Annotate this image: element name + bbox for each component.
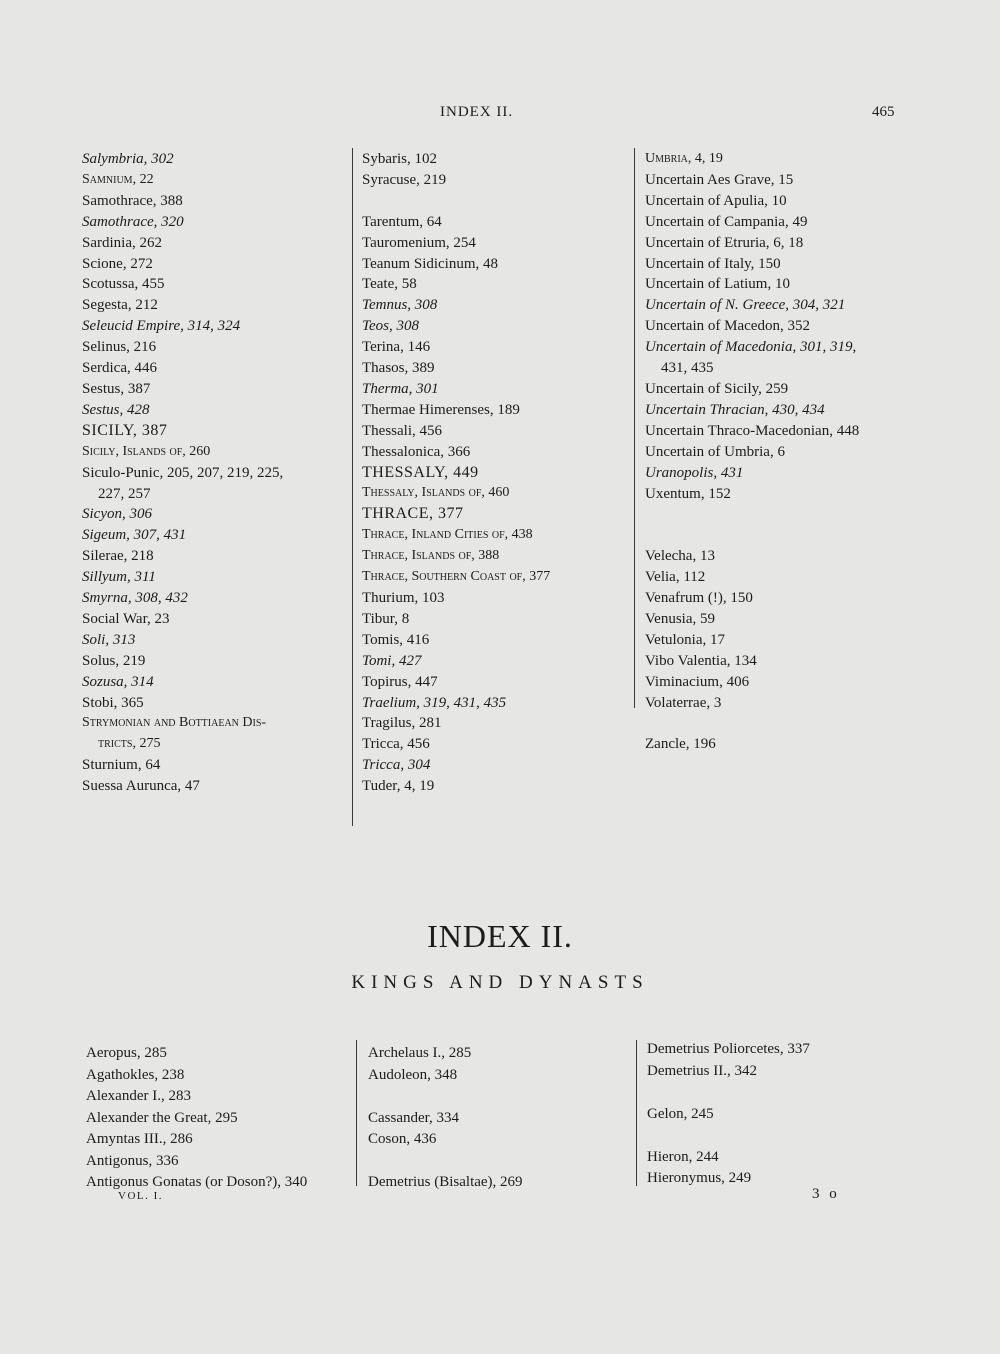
index-entry: tricts, 275: [98, 736, 161, 752]
index-entry: Social War, 23: [82, 610, 170, 627]
index-entry: Sturnium, 64: [82, 757, 161, 774]
index-entry: Demetrius (Bisaltae), 269: [368, 1174, 523, 1190]
index-entry: Therma, 301: [362, 380, 439, 397]
index-entry: Thurium, 103: [362, 590, 445, 607]
spacer: [645, 504, 859, 525]
index-entry: Uranopolis, 431: [645, 464, 744, 481]
index-entry: Tragilus, 281: [362, 715, 442, 732]
index-entry: Tuder, 4, 19: [362, 778, 435, 795]
index-entry: Thrace, Southern Coast of, 377: [362, 569, 551, 585]
index-entry: Tibur, 8: [362, 610, 410, 627]
volume-signature: VOL. I.: [118, 1190, 164, 1202]
column-divider: [634, 148, 635, 708]
section-subtitle: KINGS AND DYNASTS: [351, 972, 649, 993]
index-entry: Uncertain of Macedonia, 301, 319,: [645, 339, 857, 356]
index-entry: Siculo-Punic, 205, 207, 219, 225,: [82, 464, 284, 481]
sheet-mark: 3 o: [812, 1186, 840, 1202]
index-entry: Uncertain Thraco-Macedonian, 448: [645, 422, 860, 439]
index-entry: Smyrna, 308, 432: [82, 590, 188, 607]
index-entry: Teate, 58: [362, 276, 417, 293]
index-entry: Venusia, 59: [645, 610, 715, 627]
index-entry: Demetrius Poliorcetes, 337: [647, 1041, 810, 1057]
index-entry: Tomis, 416: [362, 631, 430, 648]
index-entry: Sybaris, 102: [362, 151, 437, 167]
index-entry: Uxentum, 152: [645, 485, 731, 502]
kings-column-3: [647, 1039, 810, 1190]
index-entry: 227, 257: [98, 485, 151, 502]
index-entry: Alexander I., 283: [86, 1088, 191, 1104]
index-column-3: [645, 149, 859, 755]
index-entry: Aeropus, 285: [86, 1045, 167, 1061]
index-entry: Uncertain of Etruria, 6, 18: [645, 234, 804, 251]
index-entry: Silerae, 218: [82, 548, 154, 565]
kings-column-2: [368, 1043, 523, 1194]
index-entry: Archelaus I., 285: [368, 1045, 472, 1061]
index-entry: Venafrum (!), 150: [645, 590, 753, 606]
column-divider: [352, 148, 353, 826]
index-entry: Sicily, Islands of, 260: [82, 443, 211, 459]
index-entry: Scione, 272: [82, 255, 153, 272]
index-entry: Hieronymus, 249: [647, 1170, 752, 1186]
index-entry: THESSALY, 449: [362, 463, 479, 481]
index-entry: Uncertain of Latium, 10: [645, 276, 790, 293]
index-entry: Hieron, 244: [647, 1148, 719, 1165]
index-entry: SICILY, 387: [82, 421, 168, 439]
index-entry: Samnium, 22: [82, 171, 154, 187]
index-entry: Sillyum, 311: [82, 569, 156, 586]
page-number: 465: [872, 104, 895, 120]
index-entry: Uncertain of Umbria, 6: [645, 443, 785, 460]
index-entry: Viminacium, 406: [645, 673, 750, 690]
spacer: [645, 713, 859, 734]
index-entry: Coson, 436: [368, 1131, 437, 1147]
index-column-1: [82, 149, 283, 797]
index-entry: Zancle, 196: [645, 736, 716, 753]
index-entry: Velecha, 13: [645, 548, 715, 565]
index-entry: Vibo Valentia, 134: [645, 652, 757, 669]
index-entry: Tomi, 427: [362, 652, 422, 669]
index-entry: Uncertain of Sicily, 259: [645, 380, 789, 397]
index-entry: Stobi, 365: [82, 694, 144, 711]
index-entry: Thrace, Islands of, 388: [362, 548, 500, 564]
index-entry: Samothrace, 388: [82, 192, 183, 209]
index-entry: Thrace, Inland Cities of, 438: [362, 527, 533, 543]
index-entry: Serdica, 446: [82, 360, 157, 377]
index-entry: Salymbria, 302: [82, 151, 174, 167]
index-entry: Demetrius II., 342: [647, 1062, 757, 1079]
index-entry: Selinus, 216: [82, 339, 157, 356]
spacer: [647, 1125, 810, 1147]
index-entry: Soli, 313: [82, 631, 136, 648]
index-entry: THRACE, 377: [362, 505, 464, 523]
index-entry: Thessali, 456: [362, 422, 442, 439]
index-entry: Agathokles, 238: [86, 1066, 185, 1083]
index-entry: Uncertain of Italy, 150: [645, 255, 781, 272]
spacer: [362, 191, 550, 212]
index-entry: Sardinia, 262: [82, 234, 162, 251]
index-entry: Thermae Himerenses, 189: [362, 401, 520, 418]
index-entry: Teanum Sidicinum, 48: [362, 255, 499, 272]
index-entry: Antigonus, 336: [86, 1152, 179, 1169]
kings-column-1: [86, 1043, 307, 1194]
column-divider: [356, 1040, 357, 1186]
column-divider: [636, 1040, 637, 1186]
index-entry: Uncertain of N. Greece, 304, 321: [645, 297, 846, 314]
index-entry: Alexander the Great, 295: [86, 1109, 238, 1126]
index-entry: Temnus, 308: [362, 297, 438, 314]
index-entry: Gelon, 245: [647, 1105, 714, 1122]
index-entry: Vetulonia, 17: [645, 631, 725, 648]
index-entry: Uncertain of Macedon, 352: [645, 318, 810, 335]
index-entry: Thessaly, Islands of, 460: [362, 485, 510, 501]
index-entry: Tarentum, 64: [362, 213, 442, 230]
index-entry: Antigonus Gonatas (or Doson?), 340: [86, 1174, 308, 1190]
index-entry: Sestus, 387: [82, 380, 151, 397]
index-entry: Tricca, 456: [362, 736, 430, 753]
index-entry: Teos, 308: [362, 318, 419, 335]
index-entry: Thasos, 389: [362, 360, 435, 377]
index-entry: Strymonian and Bottiaean Dis-: [82, 715, 267, 731]
index-entry: 431, 435: [661, 360, 714, 377]
index-entry: Samothrace, 320: [82, 213, 184, 230]
spacer: [645, 525, 859, 546]
index-entry: Sozusa, 314: [82, 673, 154, 690]
index-entry: Segesta, 212: [82, 297, 158, 314]
section-title: INDEX II.: [427, 918, 573, 954]
index-entry: Audoleon, 348: [368, 1066, 458, 1083]
index-entry: Syracuse, 219: [362, 171, 447, 188]
index-entry: Seleucid Empire, 314, 324: [82, 318, 241, 335]
index-entry: Uncertain Thracian, 430, 434: [645, 401, 825, 418]
index-entry: Suessa Aurunca, 47: [82, 778, 200, 795]
index-entry: Amyntas III., 286: [86, 1131, 193, 1147]
running-title: INDEX II.: [440, 104, 514, 120]
index-entry: Tauromenium, 254: [362, 234, 476, 251]
spacer: [368, 1086, 523, 1108]
index-entry: Solus, 219: [82, 652, 146, 669]
index-entry: Umbria, 4, 19: [645, 151, 723, 166]
index-entry: Sicyon, 306: [82, 506, 152, 523]
index-entry: Tricca, 304: [362, 757, 431, 774]
index-entry: Sigeum, 307, 431: [82, 527, 187, 544]
spacer: [368, 1151, 523, 1173]
index-entry: Uncertain of Apulia, 10: [645, 192, 787, 209]
index-entry: Uncertain of Campania, 49: [645, 213, 808, 230]
index-entry: Sestus, 428: [82, 401, 150, 418]
index-entry: Cassander, 334: [368, 1109, 460, 1126]
index-entry: Velia, 112: [645, 569, 706, 586]
index-entry: Terina, 146: [362, 339, 431, 356]
index-entry: Volaterrae, 3: [645, 694, 722, 711]
spacer: [647, 1082, 810, 1104]
index-column-2: [362, 149, 550, 797]
index-entry: Traelium, 319, 431, 435: [362, 694, 507, 711]
index-entry: Uncertain Aes Grave, 15: [645, 171, 794, 188]
index-entry: Thessalonica, 366: [362, 443, 471, 460]
page-header: [0, 104, 1000, 124]
index-entry: Topirus, 447: [362, 673, 438, 690]
index-entry: Scotussa, 455: [82, 276, 165, 293]
